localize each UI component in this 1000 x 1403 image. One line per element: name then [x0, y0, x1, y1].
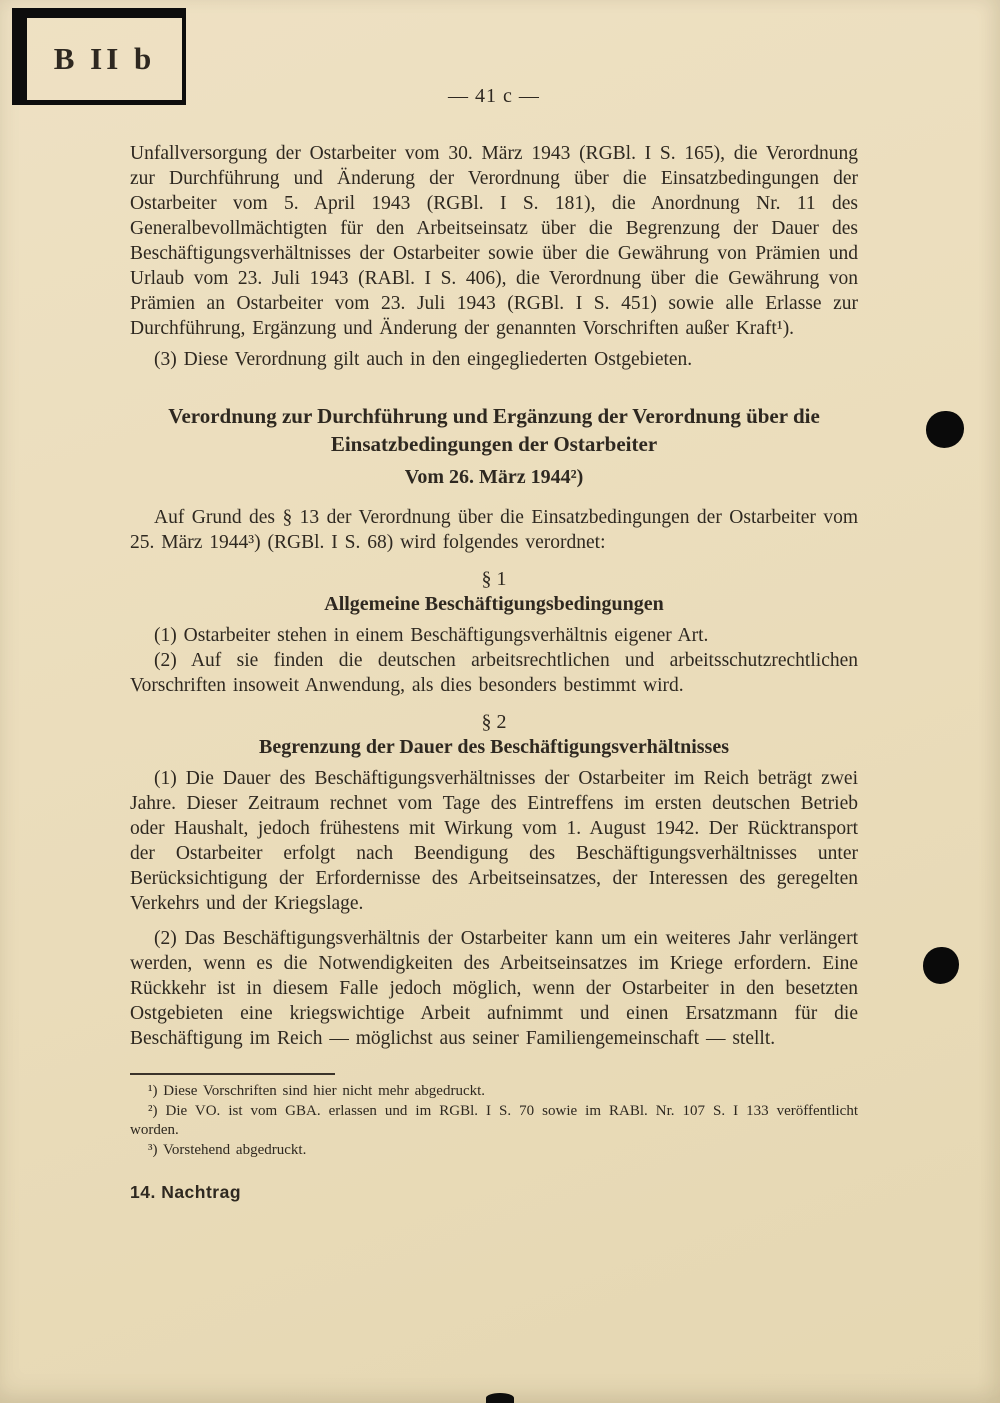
- section-1-paragraph-1: (1) Ostarbeiter stehen in einem Beschäftigungsverhältnis eigener Art.: [154, 625, 709, 646]
- paragraph-continuation: Unfallversorgung der Ostarbeiter vom 30. März 1943 (RGBl. I S. 165), die Verordnung zur Durchführung und Änderung der Verordnung über die Einsatzbedingungen der Ostarbeiter vom 5. April 1943 (RGBl. I S. 181), die Anordnung Nr. 11 des Generalbevollmächtigten für den Arbeitseinsatz über die Begrenzung der Dauer des Beschäftigungsverhältnisses der Ostarbeiter sowie über die Gewährung von Prämien und Urlaub vom 23. Juli 1943 (RABl. I S. 406), die Verordnung über die Gewährung von Prämien an Ostarbeiter vom 23. Juli 1943 (RGBl. I S. 451) sowie alle Erlasse zur Durchführung, Ergänzung und Änderung der genannten Vorschriften außer Kraft¹).: [130, 143, 858, 339]
- section-2-paragraph-1: (1) Die Dauer des Beschäftigungsverhältnisses der Ostarbeiter im Reich beträgt zwei Jahre. Dieser Zeitraum rechnet vom Tage des Eintreffens im ersten deutschen Betrieb oder Haushalt, jedoch frühestens mit Wirkung vom 1. August 1942. Der Rücktransport der Ostarbeiter erfolgt nach Beendigung des Beschäftigungsverhältnisses unter Berücksichtigung der Erfordernisse des Arbeitseinsatzes, der Interessen des geregelten Verkehrs und der Kriegslage.: [130, 768, 858, 914]
- footnote-3: ³) Vorstehend abgedruckt.: [148, 1141, 307, 1158]
- regulation-title: Verordnung zur Durchführung und Ergänzung der Verordnung über die Einsatzbedingungen der Ostarbeiter: [168, 404, 820, 456]
- punch-hole-bottom: [923, 947, 959, 984]
- section-2-paragraph-2: (2) Das Beschäftigungsverhältnis der Ostarbeiter kann um ein weiteres Jahr verlängert werden, wenn es die Notwendigkeiten des Arbeitseinsatzes im Kriege erfordern. Eine Rückkehr ist in diesem Falle jedoch möglich, wenn der Ostarbeiter in den besetzten Ostgebieten eine kriegswichtige Arbeit aufnimmt und einen Ersatzmann für die Beschäftigung im Reich — möglichst aus seiner Familiengemeinschaft — stellt.: [130, 928, 858, 1049]
- regulation-date: Vom 26. März 1944²): [404, 466, 584, 488]
- page-number: — 41 c —: [448, 85, 540, 107]
- punch-hole-top: [926, 411, 964, 448]
- corner-label: B II b: [53, 41, 156, 76]
- section-1-title: Allgemeine Beschäftigungsbedingungen: [324, 593, 664, 615]
- section-2-title: Begrenzung der Dauer des Beschäftigungsverhältnisses: [258, 736, 730, 758]
- section-1-number: § 1: [481, 568, 507, 590]
- footnote-2: ²) Die VO. ist vom GBA. erlassen und im RGBl. I S. 70 sowie im RABl. Nr. 107 S. I 133 veröffentlicht worden.: [130, 1102, 858, 1138]
- paragraph-intro: Auf Grund des § 13 der Verordnung über die Einsatzbedingungen der Ostarbeiter vom 25. März 1944³) (RGBl. I S. 68) wird folgendes verordnet:: [130, 507, 858, 553]
- text-column: [130, 141, 858, 1203]
- footnote-separator: [130, 1073, 335, 1075]
- paragraph-3: (3) Diese Verordnung gilt auch in den eingegliederten Ostgebieten.: [154, 349, 693, 370]
- scan-artifact-mark: [486, 1393, 514, 1403]
- footer-supplement-label: 14. Nachtrag: [130, 1182, 242, 1202]
- footnote-1: ¹) Diese Vorschriften sind hier nicht mehr abgedruckt.: [148, 1083, 486, 1099]
- section-1-paragraph-2: (2) Auf sie finden die deutschen arbeitsrechtlichen und arbeitsschutzrechtlichen Vorschriften insoweit Anwendung, als dies besonders bestimmt wird.: [130, 650, 858, 696]
- section-2-number: § 2: [481, 711, 507, 733]
